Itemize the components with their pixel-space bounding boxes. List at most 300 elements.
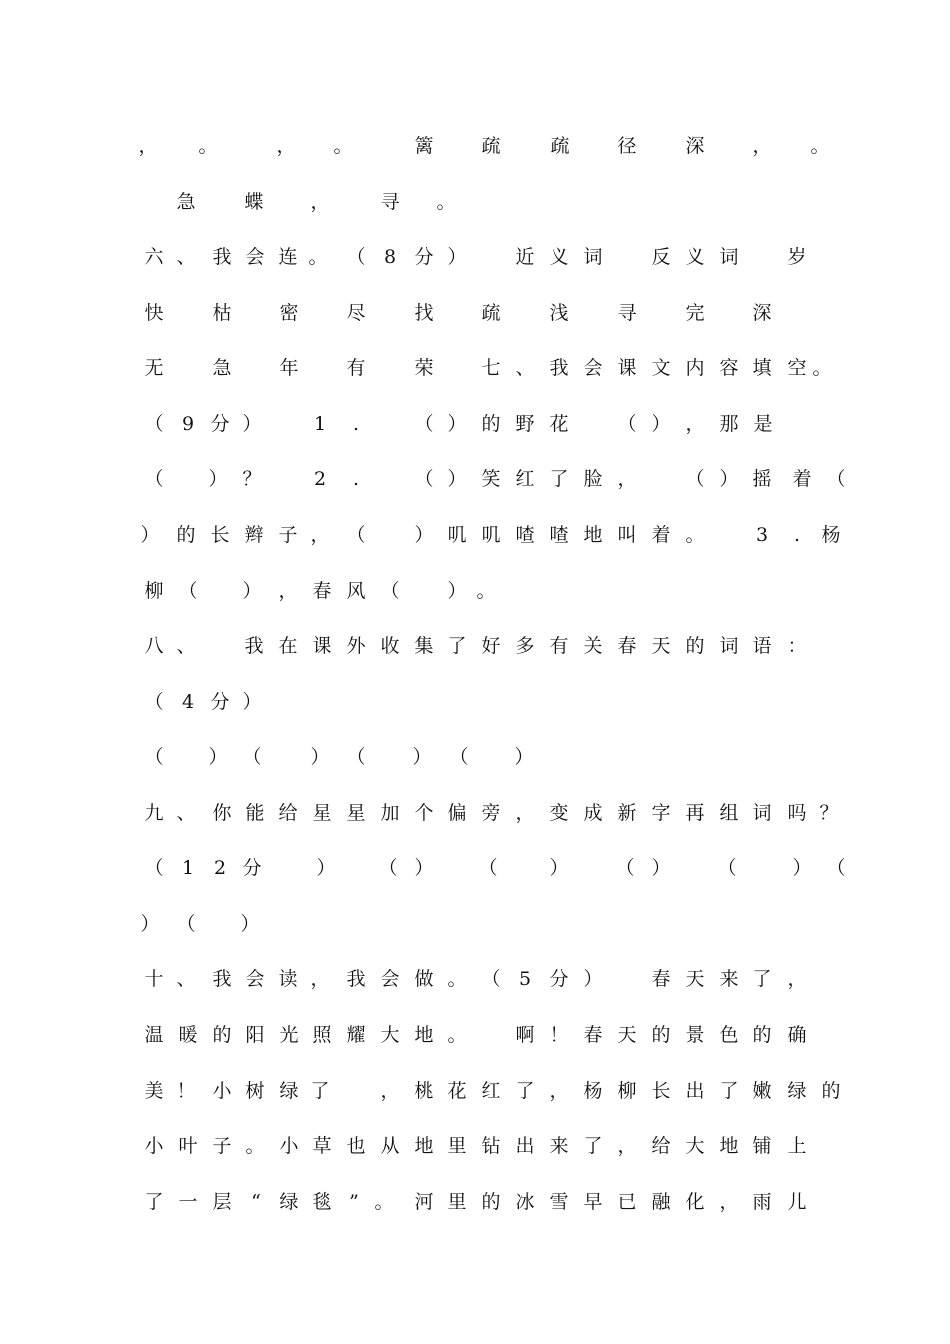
text-glyph: 八 — [144, 635, 164, 657]
text-glyph: ） — [447, 468, 467, 490]
text-glyph: 读 — [278, 968, 298, 990]
text-glyph: 找 — [414, 302, 434, 324]
text-glyph: 的 — [685, 635, 705, 657]
text-glyph: 疏 — [481, 135, 501, 157]
text-glyph: 分 — [210, 691, 230, 713]
text-glyph: 里 — [447, 1135, 467, 1157]
text-glyph: ！ — [176, 1080, 196, 1102]
text-glyph: 3 — [755, 524, 769, 546]
text-glyph: 了 — [719, 1080, 739, 1102]
text-glyph: 尽 — [346, 302, 366, 324]
text-line — [0, 356, 950, 396]
text-line — [0, 1134, 950, 1174]
text-glyph: 枯 — [212, 302, 232, 324]
text-glyph: 长 — [210, 524, 230, 546]
text-glyph: （ — [414, 413, 434, 435]
text-glyph: 星 — [346, 802, 366, 824]
text-glyph: 笑 — [481, 468, 501, 490]
text-glyph: ？ — [819, 802, 839, 824]
text-line — [0, 856, 950, 896]
text-glyph: ） — [140, 524, 160, 546]
text-glyph: 草 — [312, 1135, 332, 1157]
text-glyph: 春 — [651, 968, 671, 990]
text-line — [0, 801, 950, 841]
text-glyph: 那 — [719, 413, 739, 435]
text-glyph: 着 — [792, 468, 812, 490]
text-glyph: 会 — [245, 968, 265, 990]
text-glyph: 连 — [278, 246, 298, 268]
text-glyph: 照 — [312, 1024, 332, 1046]
text-glyph: 的 — [651, 1024, 671, 1046]
text-glyph: ） — [414, 524, 434, 546]
text-glyph: ” — [349, 1191, 359, 1213]
text-glyph: （ — [176, 913, 196, 935]
text-glyph: . — [352, 413, 360, 435]
text-glyph: 地 — [719, 1135, 739, 1157]
text-glyph: 急 — [212, 357, 232, 379]
text-glyph: 绿 — [279, 1191, 299, 1213]
text-glyph: 色 — [719, 1024, 739, 1046]
text-glyph: （ — [346, 246, 366, 268]
text-glyph: 温 — [144, 1024, 164, 1046]
text-glyph: 径 — [617, 135, 637, 157]
text-glyph: 的 — [481, 1191, 501, 1213]
text-glyph: 。 — [447, 1024, 467, 1046]
text-glyph: 、 — [176, 802, 196, 824]
text-glyph: 天 — [685, 968, 705, 990]
text-glyph: 花 — [549, 413, 569, 435]
text-glyph: ） — [651, 857, 671, 879]
text-glyph: ） — [447, 580, 467, 602]
text-glyph: 冰 — [515, 1191, 535, 1213]
text-glyph: 野 — [515, 413, 535, 435]
text-glyph: ： — [787, 635, 807, 657]
text-glyph: 吗 — [787, 802, 807, 824]
text-glyph: （ — [346, 524, 366, 546]
text-glyph: ） — [792, 857, 812, 879]
text-glyph: 叽 — [481, 524, 501, 546]
text-glyph: 容 — [719, 357, 739, 379]
text-glyph: 。 — [245, 1135, 265, 1157]
text-glyph: ， — [310, 191, 330, 213]
text-glyph: 荣 — [414, 357, 434, 379]
text-glyph: 小 — [144, 1135, 164, 1157]
text-glyph: 出 — [685, 1080, 705, 1102]
text-glyph: 柳 — [617, 1080, 637, 1102]
text-glyph: ， — [617, 1135, 637, 1157]
text-glyph: 在 — [278, 635, 298, 657]
text-glyph: 多 — [515, 635, 535, 657]
text-glyph: 岁 — [787, 246, 807, 268]
text-glyph: 着 — [651, 524, 671, 546]
text-glyph: 再 — [685, 802, 705, 824]
text-glyph: 的 — [821, 1080, 841, 1102]
text-glyph: ， — [752, 135, 772, 157]
text-glyph: 从 — [380, 1135, 400, 1157]
text-glyph: 花 — [447, 1080, 467, 1102]
text-glyph: （ — [617, 413, 637, 435]
text-glyph: 5 — [518, 968, 532, 990]
text-glyph: 。 — [436, 191, 456, 213]
text-glyph: 。 — [476, 580, 496, 602]
text-glyph: ） — [414, 857, 434, 879]
text-glyph: 文 — [651, 357, 671, 379]
text-glyph: 铺 — [752, 1135, 772, 1157]
text-glyph: （ — [449, 746, 469, 768]
text-glyph: 词 — [752, 802, 772, 824]
text-glyph: ） — [719, 468, 739, 490]
text-glyph: 化 — [685, 1191, 705, 1213]
text-glyph: 是 — [753, 413, 773, 435]
text-glyph: 填 — [752, 357, 772, 379]
text-glyph: . — [793, 524, 801, 546]
text-glyph: 叶 — [178, 1135, 198, 1157]
text-glyph: 、 — [176, 246, 196, 268]
text-glyph: 旁 — [481, 802, 501, 824]
text-glyph: 有 — [346, 357, 366, 379]
text-glyph: 课 — [617, 357, 637, 379]
text-glyph: 辫 — [244, 524, 264, 546]
text-glyph: 成 — [583, 802, 603, 824]
text-glyph: 寻 — [617, 302, 637, 324]
text-glyph: 、 — [176, 635, 196, 657]
text-glyph: ） — [208, 746, 228, 768]
text-glyph: 。 — [812, 357, 832, 379]
text-glyph: （ — [615, 857, 635, 879]
text-glyph: 课 — [312, 635, 332, 657]
text-glyph: 你 — [212, 802, 232, 824]
text-glyph: 小 — [279, 1135, 299, 1157]
text-glyph: 、 — [515, 357, 535, 379]
text-line — [0, 523, 950, 563]
text-glyph: 已 — [617, 1191, 637, 1213]
text-glyph: 河 — [414, 1191, 434, 1213]
text-glyph: 2 — [213, 857, 227, 879]
text-glyph: 脸 — [583, 468, 603, 490]
text-glyph: 啊 — [515, 1024, 535, 1046]
text-line — [0, 1023, 950, 1063]
text-glyph: 了 — [752, 968, 772, 990]
text-glyph: 分 — [242, 857, 262, 879]
text-glyph: （ — [144, 746, 164, 768]
text-glyph: 杨 — [821, 524, 841, 546]
text-glyph: ， — [719, 1191, 739, 1213]
text-line — [0, 690, 950, 730]
text-glyph: 语 — [752, 635, 772, 657]
text-glyph: 、 — [176, 968, 196, 990]
text-glyph: 钻 — [481, 1135, 501, 1157]
text-glyph: （ — [242, 746, 262, 768]
text-glyph: 雨 — [752, 1191, 772, 1213]
text-glyph: ） — [549, 857, 569, 879]
text-glyph: 收 — [380, 635, 400, 657]
text-glyph: 天 — [651, 635, 671, 657]
text-glyph: 一 — [178, 1191, 198, 1213]
text-glyph: 关 — [583, 635, 603, 657]
text-glyph: 了 — [549, 468, 569, 490]
text-line — [0, 912, 950, 952]
text-glyph: ） — [583, 968, 603, 990]
text-glyph: 1 — [181, 857, 195, 879]
text-glyph: 了 — [447, 635, 467, 657]
text-glyph: 我 — [212, 246, 232, 268]
text-glyph: ， — [549, 1080, 569, 1102]
text-glyph: 深 — [685, 135, 705, 157]
text-glyph: ） — [240, 913, 260, 935]
text-glyph: 1 — [313, 413, 327, 435]
text-glyph: 反 — [651, 246, 671, 268]
text-glyph: 空 — [787, 357, 807, 379]
text-glyph: ） — [316, 857, 336, 879]
text-glyph: 红 — [481, 1080, 501, 1102]
text-glyph: （ — [144, 413, 164, 435]
text-glyph: 。 — [685, 524, 705, 546]
text-glyph: 子 — [278, 524, 298, 546]
text-glyph: 。 — [333, 135, 353, 157]
text-glyph: ， — [617, 468, 637, 490]
text-glyph: 了 — [583, 1135, 603, 1157]
text-glyph: 绿 — [787, 1080, 807, 1102]
text-glyph: 我 — [212, 968, 232, 990]
text-glyph: ， — [787, 968, 807, 990]
text-glyph: 深 — [752, 302, 772, 324]
text-glyph: 出 — [515, 1135, 535, 1157]
text-glyph: ， — [685, 413, 705, 435]
text-glyph: 暖 — [178, 1024, 198, 1046]
text-glyph: 能 — [245, 802, 265, 824]
text-glyph: 蝶 — [244, 191, 264, 213]
text-glyph: 组 — [719, 802, 739, 824]
text-glyph: 儿 — [787, 1191, 807, 1213]
text-glyph: 桃 — [414, 1080, 434, 1102]
text-glyph: 快 — [144, 302, 164, 324]
text-glyph: ） — [140, 913, 160, 935]
text-glyph: 会 — [245, 246, 265, 268]
text-glyph: 大 — [380, 1024, 400, 1046]
text-glyph: ） — [651, 413, 671, 435]
text-glyph: （ — [717, 857, 737, 879]
text-glyph: ！ — [549, 1024, 569, 1046]
text-glyph: 春 — [583, 1024, 603, 1046]
text-glyph: 急 — [176, 191, 196, 213]
text-glyph: 了 — [144, 1191, 164, 1213]
text-glyph: 雪 — [549, 1191, 569, 1213]
text-line — [0, 634, 950, 674]
text-line — [0, 190, 950, 230]
text-glyph: 大 — [685, 1135, 705, 1157]
text-glyph: ， — [278, 580, 298, 602]
text-glyph: 早 — [583, 1191, 603, 1213]
text-glyph: （ — [414, 468, 434, 490]
text-glyph: 来 — [549, 1135, 569, 1157]
text-glyph: 摇 — [752, 468, 772, 490]
text-glyph: “ — [251, 1191, 261, 1213]
text-glyph: 疏 — [481, 302, 501, 324]
text-glyph: 确 — [787, 1024, 807, 1046]
text-glyph: 融 — [651, 1191, 671, 1213]
text-line — [0, 412, 950, 452]
text-glyph: 子 — [212, 1135, 232, 1157]
text-glyph: 2 — [313, 468, 327, 490]
text-glyph: （ — [826, 857, 846, 879]
text-glyph: 里 — [447, 1191, 467, 1213]
text-glyph: 词 — [719, 635, 739, 657]
text-glyph: ， — [138, 135, 158, 157]
text-glyph: 9 — [181, 413, 195, 435]
text-line — [0, 579, 950, 619]
text-glyph: 内 — [685, 357, 705, 379]
text-line — [0, 301, 950, 341]
text-line — [0, 967, 950, 1007]
text-glyph: 我 — [549, 357, 569, 379]
text-glyph: 九 — [144, 802, 164, 824]
text-glyph: 绿 — [279, 1080, 299, 1102]
text-glyph: 加 — [380, 802, 400, 824]
text-glyph: 偏 — [447, 802, 467, 824]
text-glyph: 的 — [752, 1024, 772, 1046]
text-glyph: 做 — [414, 968, 434, 990]
text-glyph: 了 — [310, 1080, 330, 1102]
text-glyph: 叽 — [447, 524, 467, 546]
text-glyph: ， — [515, 802, 535, 824]
text-glyph: （ — [178, 580, 198, 602]
text-glyph: 耀 — [346, 1024, 366, 1046]
text-glyph: 。 — [447, 968, 467, 990]
text-glyph: 变 — [549, 802, 569, 824]
text-glyph: ） — [208, 468, 228, 490]
text-line — [0, 134, 950, 174]
text-glyph: 词 — [719, 246, 739, 268]
text-glyph: 地 — [414, 1135, 434, 1157]
text-glyph: （ — [144, 857, 164, 879]
text-glyph: ） — [447, 246, 467, 268]
text-glyph: 地 — [414, 1024, 434, 1046]
text-glyph: 阳 — [245, 1024, 265, 1046]
text-glyph: ？ — [242, 468, 262, 490]
text-glyph: （ — [378, 857, 398, 879]
text-glyph: 浅 — [549, 302, 569, 324]
text-glyph: 年 — [279, 357, 299, 379]
text-glyph: 小 — [212, 1080, 232, 1102]
text-glyph: 我 — [244, 635, 264, 657]
text-line — [0, 745, 950, 785]
text-glyph: ） — [242, 580, 262, 602]
text-glyph: 字 — [651, 802, 671, 824]
text-glyph: ） — [514, 746, 534, 768]
text-glyph: 天 — [617, 1024, 637, 1046]
text-glyph: 分 — [549, 968, 569, 990]
text-glyph: 喳 — [515, 524, 535, 546]
text-glyph: （ — [380, 580, 400, 602]
text-glyph: ） — [447, 413, 467, 435]
text-glyph: 。 — [810, 135, 830, 157]
text-line — [0, 1079, 950, 1119]
text-glyph: ， — [310, 968, 330, 990]
text-glyph: 的 — [176, 524, 196, 546]
text-glyph: 无 — [144, 357, 164, 379]
text-glyph: 来 — [719, 968, 739, 990]
text-glyph: 义 — [685, 246, 705, 268]
text-glyph: 杨 — [583, 1080, 603, 1102]
text-glyph: 集 — [414, 635, 434, 657]
text-glyph: （ — [826, 468, 846, 490]
text-glyph: 会 — [583, 357, 603, 379]
text-glyph: ， — [380, 1080, 400, 1102]
text-glyph: 也 — [346, 1135, 366, 1157]
text-glyph: ， — [276, 135, 296, 157]
text-glyph: 层 — [212, 1191, 232, 1213]
text-glyph: 七 — [481, 357, 501, 379]
text-glyph: 喳 — [549, 524, 569, 546]
text-glyph: 十 — [144, 968, 164, 990]
text-glyph: 我 — [346, 968, 366, 990]
text-glyph: ） — [310, 746, 330, 768]
text-glyph: 上 — [787, 1135, 807, 1157]
text-glyph: 词 — [583, 246, 603, 268]
text-glyph: 美 — [144, 1080, 164, 1102]
text-glyph: （ — [144, 468, 164, 490]
text-glyph: 光 — [279, 1024, 299, 1046]
text-glyph: 近 — [515, 246, 535, 268]
text-glyph: 的 — [481, 413, 501, 435]
text-glyph: ， — [310, 524, 330, 546]
text-glyph: 春 — [312, 580, 332, 602]
text-glyph: （ — [478, 857, 498, 879]
text-glyph: 疏 — [550, 135, 570, 157]
text-glyph: 柳 — [144, 580, 164, 602]
text-glyph: 景 — [685, 1024, 705, 1046]
text-glyph: （ — [685, 468, 705, 490]
text-glyph: （ — [144, 691, 164, 713]
text-glyph: 。 — [308, 246, 328, 268]
text-line — [0, 1190, 950, 1230]
text-glyph: 给 — [278, 802, 298, 824]
text-glyph: 新 — [617, 802, 637, 824]
text-glyph: （ — [481, 968, 501, 990]
text-glyph: 个 — [414, 802, 434, 824]
text-glyph: 寻 — [380, 191, 400, 213]
text-glyph: 春 — [617, 635, 637, 657]
text-glyph: . — [352, 468, 360, 490]
text-glyph: 会 — [380, 968, 400, 990]
text-glyph: 分 — [414, 246, 434, 268]
text-glyph: 。 — [374, 1191, 394, 1213]
text-glyph: 有 — [549, 635, 569, 657]
text-glyph: （ — [346, 746, 366, 768]
text-glyph: 分 — [210, 413, 230, 435]
text-glyph: 叫 — [617, 524, 637, 546]
text-glyph: 4 — [181, 691, 195, 713]
text-glyph: 给 — [651, 1135, 671, 1157]
text-glyph: 长 — [651, 1080, 671, 1102]
text-glyph: 风 — [346, 580, 366, 602]
text-glyph: 了 — [515, 1080, 535, 1102]
text-glyph: ） — [242, 691, 262, 713]
text-glyph: 篱 — [414, 135, 434, 157]
text-glyph: 红 — [515, 468, 535, 490]
text-glyph: 星 — [312, 802, 332, 824]
text-glyph: ） — [242, 413, 262, 435]
text-glyph: 嫩 — [752, 1080, 772, 1102]
text-glyph: 8 — [383, 246, 397, 268]
text-line — [0, 245, 950, 285]
text-glyph: 密 — [279, 302, 299, 324]
text-glyph: 。 — [198, 135, 218, 157]
text-glyph: 义 — [549, 246, 569, 268]
text-glyph: 外 — [346, 635, 366, 657]
text-glyph: ） — [412, 746, 432, 768]
text-glyph: 完 — [685, 302, 705, 324]
